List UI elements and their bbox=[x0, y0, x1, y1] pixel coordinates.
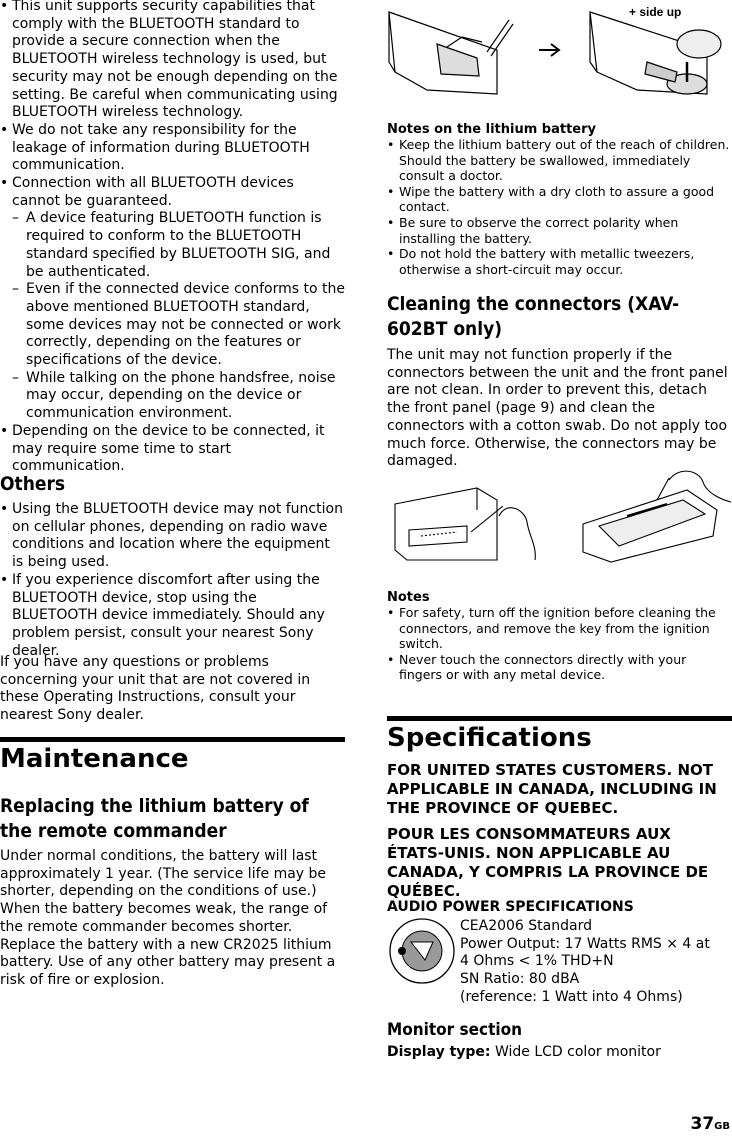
lithium-note-wipe: • Wipe the battery with a dry cloth to assure a good contact. bbox=[387, 184, 732, 215]
battery-replacement-illustration bbox=[387, 2, 732, 112]
audio-spec-power: Power Output: 17 Watts RMS × 4 at bbox=[460, 935, 710, 952]
cleaning-heading: Cleaning the connectors (XAV-602BT only) bbox=[387, 293, 680, 340]
audio-spec-reference: (reference: 1 Watt into 4 Ohms) bbox=[460, 988, 683, 1005]
audio-spec-sn-ratio: SN Ratio: 80 dBA bbox=[460, 971, 580, 988]
lithium-note-polarity: • Be sure to observe the correct polarity when installing the battery. bbox=[387, 215, 732, 246]
audio-spec-block bbox=[460, 918, 732, 1007]
audio-spec-ohms: 4 Ohms < 1% THD+N bbox=[460, 953, 614, 970]
others-heading: Others bbox=[0, 473, 66, 495]
display-type-value: Wide LCD color monitor bbox=[494, 1044, 661, 1060]
others-bullet-cellular: • Using the BLUETOOTH device may not function on cellular phones, depending on radio wave conditions and location where the equipment is being used. bbox=[0, 501, 345, 572]
bluetooth-security-bullet: • This unit supports security capabilities that comply with the BLUETOOTH standard to provide a secure connection when the BLUETOOTH wireless technology is used, but security may not be enough depending on the setting. Be careful when communicating using BLUETOOTH wireless technology. bbox=[0, 0, 345, 122]
specifications-heading: Specifications bbox=[387, 723, 592, 753]
notes-heading: Notes bbox=[387, 590, 430, 605]
page-number-value: 37 bbox=[690, 1114, 715, 1134]
bluetooth-time-bullet: • Depending on the device to be connected, it may require some time to start communication. bbox=[0, 423, 345, 476]
connector-cleaning-illustration bbox=[387, 460, 732, 570]
sub-item-sig: – A device featuring BLUETOOTH function is required to conform to the BLUETOOTH standard specified by BLUETOOTH SIG, and be authenticated. bbox=[0, 210, 345, 281]
page-number bbox=[690, 1114, 730, 1134]
others-bullet-discomfort: • If you experience discomfort after using the BLUETOOTH device, stop using the BLUETOOTH device immediately. Should any problem persist, consult your nearest Sony dealer. bbox=[0, 572, 345, 661]
page-number-suffix: GB bbox=[714, 1121, 730, 1132]
cleaning-paragraph: The unit may not function properly if the connectors between the unit and the front panel are not clean. In order to prevent this, detach the front panel (page 9) and clean the connectors with a cotton swab. Do not apply too much force. Otherwise, the connectors may be damaged. bbox=[387, 347, 728, 470]
monitor-section-heading: Monitor section bbox=[387, 1020, 523, 1040]
lithium-note-tweezers: • Do not hold the battery with metallic tweezers, otherwise a short-circuit may occur. bbox=[387, 246, 732, 277]
audio-power-heading: AUDIO POWER SPECIFICATIONS bbox=[387, 899, 634, 915]
audio-spec-standard: CEA2006 Standard bbox=[460, 918, 592, 934]
note-fingers: • Never touch the connectors directly with your fingers or with any metal device. bbox=[387, 652, 732, 683]
specs-rule bbox=[387, 716, 732, 721]
sub-item-conform: – Even if the connected device conforms to the above mentioned BLUETOOTH standard, some devices may not be connected or work correctly, depending on the features or specifications of the device. bbox=[0, 281, 345, 370]
us-customers-note: FOR UNITED STATES CUSTOMERS. NOT APPLICABLE IN CANADA, INCLUDING IN THE PROVINCE OF QUEBEC. bbox=[387, 761, 717, 817]
lithium-note-children: • Keep the lithium battery out of the reach of children. Should the battery be swallowed, immediately consult a doctor. bbox=[387, 137, 732, 184]
side-up-label: + side up bbox=[629, 5, 682, 19]
section-rule bbox=[0, 737, 345, 742]
bluetooth-leakage-bullet: • We do not take any responsibility for the leakage of information during BLUETOOTH communication. bbox=[0, 122, 345, 175]
display-type-row bbox=[387, 1044, 732, 1062]
maintenance-heading: Maintenance bbox=[0, 744, 189, 774]
french-customers-note: POUR LES CONSOMMATEURS AUX ÉTATS-UNIS. NON APPLICABLE AU CANADA, Y COMPRIS LA PROVINCE DE QUÉBEC. bbox=[387, 825, 709, 900]
note-ignition: • For safety, turn off the ignition before cleaning the connectors, and remove the key from the ignition switch. bbox=[387, 605, 732, 652]
bluetooth-connection-bullet: • Connection with all BLUETOOTH devices cannot be guaranteed. bbox=[0, 175, 345, 210]
cea-compliant-seal-icon bbox=[387, 916, 457, 986]
battery-paragraph: Under normal conditions, the battery will last approximately 1 year. (The service life may be shorter, depending on the conditions of use.) When the battery becomes weak, the range of the remote commander becomes shorter. Replace the battery with a new CR2025 lithium battery. Use of any other battery may present a risk of fire or explosion. bbox=[0, 848, 336, 988]
battery-heading: Replacing the lithium battery of the remote commander bbox=[0, 795, 309, 842]
display-type-label: Display type: bbox=[387, 1044, 491, 1060]
questions-paragraph: If you have any questions or problems concerning your unit that are not covered in these Operating Instructions, consult your nearest Sony dealer. bbox=[0, 654, 311, 724]
lithium-notes-heading: Notes on the lithium battery bbox=[387, 122, 597, 137]
sub-item-noise: – While talking on the phone handsfree, noise may occur, depending on the device or communication environment. bbox=[0, 370, 345, 423]
